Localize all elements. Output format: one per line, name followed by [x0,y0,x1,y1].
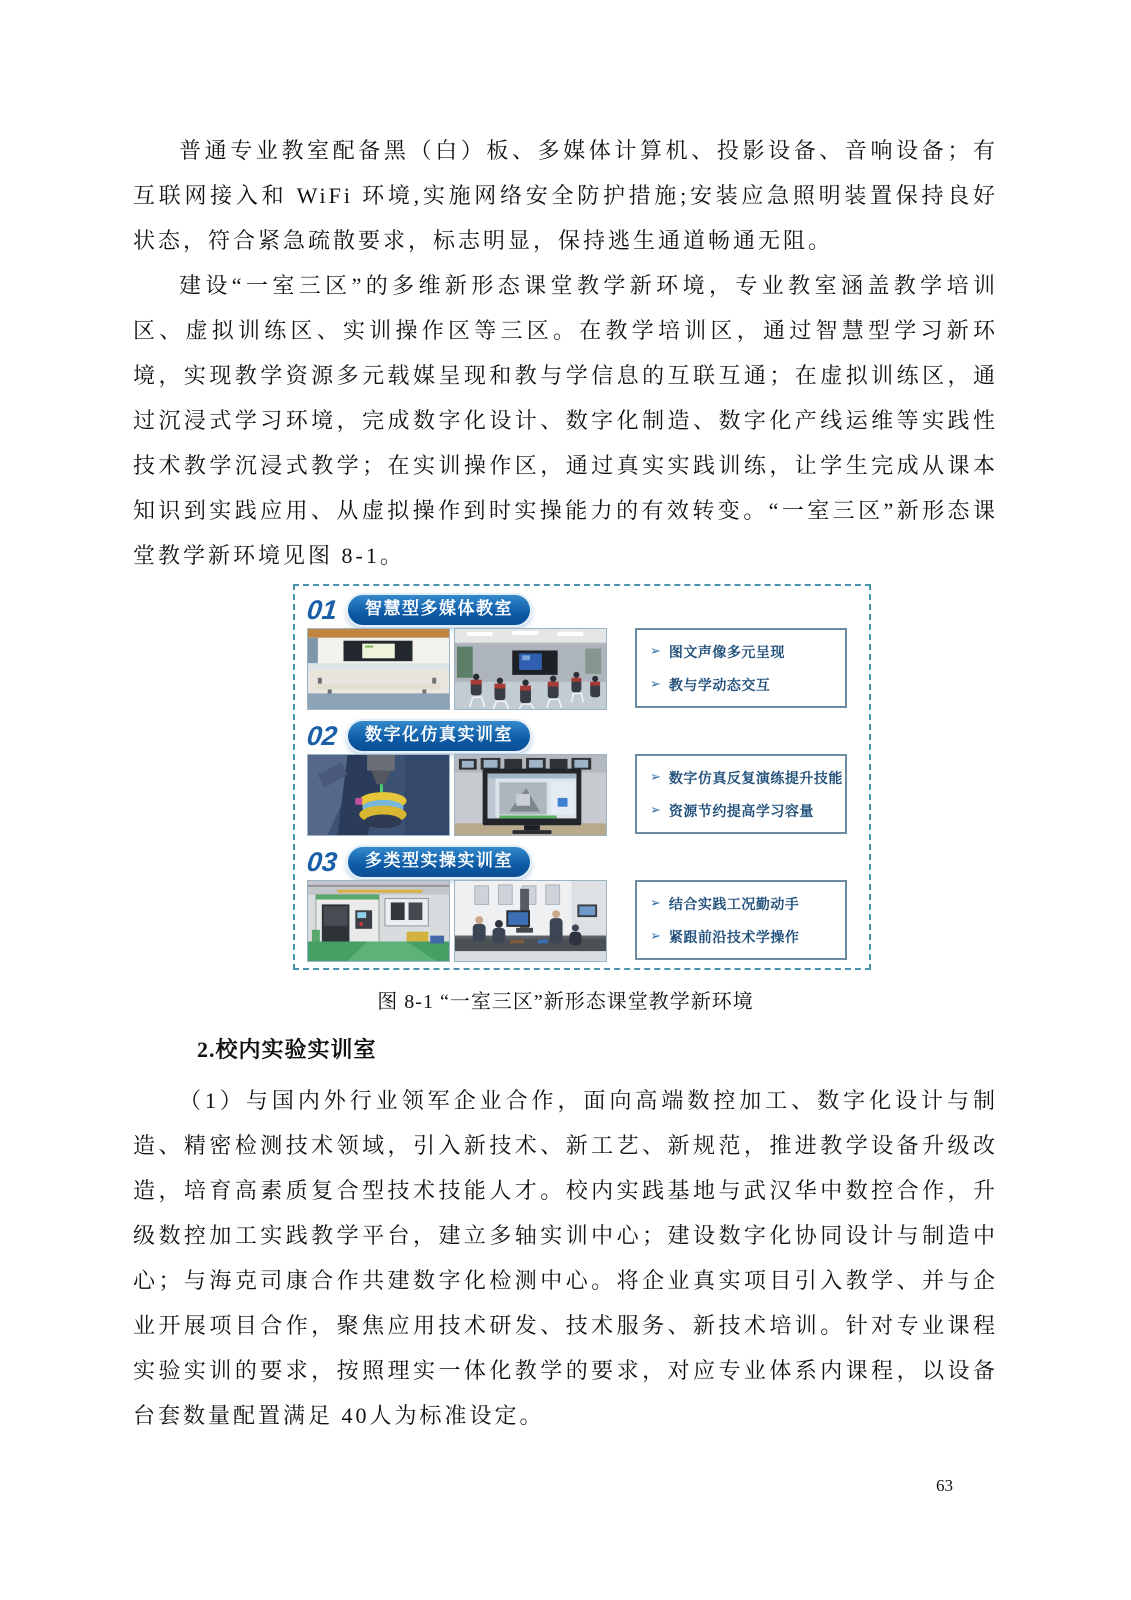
arrow-bullet-icon: ➢ [650,677,661,692]
photo-pair [307,628,611,710]
arrow-bullet-icon: ➢ [650,896,661,911]
row-number-label: 01 [305,594,339,625]
photo-pair [307,880,611,962]
bullet-box-smart-classroom [635,628,847,708]
figure-row-digital-simulation [307,718,859,836]
paragraph-classroom-equipment: 普通专业教室配备黑（白）板、多媒体计算机、投影设备、音响设备；有互联网接入和 WiFi 环境,实施网络安全防护措施;安装应急照明装置保持良好状态，符合紧急疏散要求，标志明显，保持逃生通道畅通无阻。 [133,138,998,253]
bullet-item [650,927,839,947]
bullet-item [650,894,839,914]
photo-classroom-students [454,628,607,710]
bullet-box-practical-training [635,880,847,960]
badge-line [307,844,611,880]
figure-caption: 图 8-1 “一室三区”新形态课堂教学新环境 [377,991,754,1013]
photo-cnc-simulation [307,754,450,836]
bullet-text: 结合实践工况勤动手 [668,897,800,913]
figure-dashed-box [293,584,871,970]
bullet-item [650,675,839,695]
bullet-text: 紧跟前沿技术学操作 [668,930,800,946]
figure-row-practical-training [307,844,859,962]
bullet-text: 资源节约提高学习容量 [668,804,814,820]
arrow-bullet-icon: ➢ [650,644,661,659]
bullet-item [650,801,839,821]
badge-line [307,592,611,628]
photo-pair [307,754,611,836]
arrow-bullet-icon: ➢ [650,803,661,818]
photo-cnc-machine-shop [307,880,450,962]
paragraph-one-room-three-zones: 建设“一室三区”的多维新形态课堂教学新环境，专业教室涵盖教学培训区、虚拟训练区、实训操作区等三区。在教学培训区，通过智慧型学习新环境，实现教学资源多元载媒呈现和教与学信息的互联互通；在虚拟训练区，通过沉浸式学习环境，完成数字化设计、数字化制造、数字化产线运维等实践性技术教学沉浸式教学；在实训操作区，通过真实实践训练，让学生完成从课本知识到实践应用、从虚拟操作到时实操能力的有效转变。“一室三区”新形态课堂教学新环境见图 8-1。 [133,273,998,568]
row-title-badge: 智慧型多媒体教室 [346,593,532,626]
bullet-box-digital-simulation [635,754,847,834]
row-title-badge: 数字化仿真实训室 [346,719,532,752]
row-number-label: 02 [305,720,339,751]
bullet-text: 教与学动态交互 [668,678,771,694]
bullet-text: 图文声像多元呈现 [668,645,785,661]
paragraph-enterprise-cooperation: （1）与国内外行业领军企业合作，面向高端数控加工、数字化设计与制造、精密检测技术领域，引入新技术、新工艺、新规范，推进教学设备升级改造，培育高素质复合型技术技能人才。校内实践基地与武汉华中数控合作，升级数控加工实践教学平台，建立多轴实训中心；建设数字化协同设计与制造中心；与海克司康合作共建数字化检测中心。将企业真实项目引入教学、并与企业开展项目合作，聚焦应用技术研发、技术服务、新技术培训。针对专业课程实验实训的要求，按照理实一体化教学的要求，对应专业体系内课程，以设备台套数量配置满足 40人为标准设定。 [133,1088,998,1428]
photo-cam-software-monitor [454,754,607,836]
section-heading: 2.校内实验实训室 [197,1037,377,1062]
figure-row-smart-classroom [307,592,859,710]
figure-8-1 [133,584,998,970]
badge-line [307,718,611,754]
photo-measurement-lab [454,880,607,962]
photo-multimedia-classroom [307,628,450,710]
row-title-badge: 多类型实操实训室 [346,845,532,878]
figure-row-left [307,718,611,836]
figure-row-left [307,592,611,710]
figure-row-left [307,844,611,962]
bullet-item [650,642,839,662]
row-number-label: 03 [305,846,339,877]
arrow-bullet-icon: ➢ [650,929,661,944]
arrow-bullet-icon: ➢ [650,770,661,785]
bullet-item [650,768,843,788]
page-number: 63 [936,1476,953,1495]
bullet-text: 数字仿真反复演练提升技能 [668,771,843,787]
